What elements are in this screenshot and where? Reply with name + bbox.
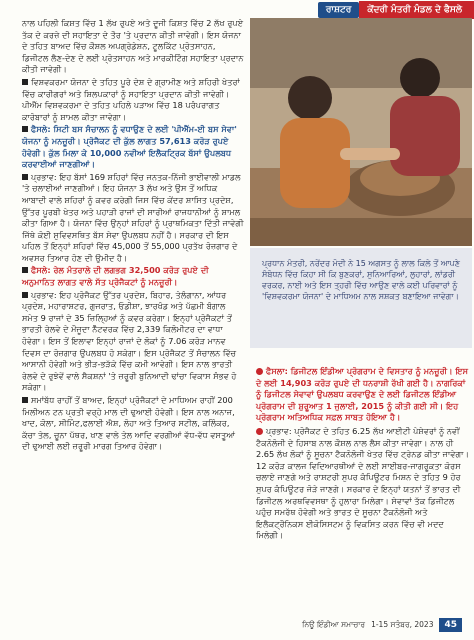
- artisan-photo: [250, 18, 472, 246]
- bullet-icon: [22, 292, 28, 298]
- bullet-icon: [22, 174, 28, 180]
- bullet-freight: ਸਮਾਂਬੱਧ ਰਾਹੀਂ ਤੋਂ ਬਾਅਦ, ਇਨ੍ਹਾਂ ਪ੍ਰੋਜੈਕਟਾਂ ਦੇ ਮਾਧਿਅਮ ਰਾਹੀਂ 200 ਮਿਲੀਅਨ ਟਨ ਪ੍ਰਤੀ ਵਰ੍ਹੇ ਮਾਲ ਦੀ ਢੁਆਈ ਹੋਵੇਗੀ। ਇਸ ਨਾਲ ਅਨਾਜ, ਖਾਦ, ਕੋਲਾ, ਸੀਮਿੰਟ,ਫਲਾਈ ਐਸ਼, ਲੋਹਾ ਅਤੇ ਤਿਆਰ ਸਟੀਲ, ਕਲਿੰਕਰ, ਕੱਚਾ ਤੇਲ, ਚੂਨਾ ਪੱਥਰ, ਖਾਣ ਵਾਲੇ ਤੇਲ ਆਦਿ ਵਰਗੀਆਂ ਵੱਧ-ਵੱਧ ਵਸਤੂਆਂ ਦੀ ਢੁਆਈ ਲਈ ਜ਼ਰੂਰੀ ਮਾਰਗ ਤਿਆਰ ਹੋਵੇਗਾ।: [22, 395, 236, 452]
- bullet-bus-impact: ਪ੍ਰਭਾਵ: ਇਹ ਬੱਸਾਂ 169 ਸ਼ਹਿਰਾਂ ਵਿੱਚ ਜਨਤਕ-ਨਿੱਜੀ ਭਾਈਵਾਲੀ ਮਾਡਲ 'ਤੇ ਚਲਾਈਆਂ ਜਾਣਗੀਆਂ। ਇਹ ਯੋਜਨਾ 3 ਲੱਖ ਅਤੇ ਉਸ ਤੋਂ ਅਧਿਕ ਆਬਾਦੀ ਵਾਲੇ ਸ਼ਹਿਰਾਂ ਨੂੰ ਕਵਰ ਕਰੇਗੀ ਜਿਸ ਵਿੱਚ ਕੇਂਦਰ ਸ਼ਾਸਿਤ ਪ੍ਰਦੇਸ਼, ਉੱਤਰ ਪੂਰਬੀ ਖੇਤਰ ਅਤੇ ਪਹਾੜੀ ਰਾਜਾਂ ਦੀ ਸਾਰੀਆਂ ਰਾਜਧਾਨੀਆਂ ਨੂੰ ਸ਼ਾਮਲ ਕੀਤਾ ਗਿਆ ਹੈ। ਯੋਜਨਾ ਵਿੱਚ ਉਨ੍ਹਾਂ ਸ਼ਹਿਰਾਂ ਨੂੰ ਪ੍ਰਾਥਮਿਕਤਾ ਦਿੱਤੀ ਜਾਵੇਗੀ ਜਿੱਥੇ ਕੋਈ ਸੁਵਿਵਸਥਿਤ ਬੱਸ ਸੇਵਾ ਉਪਲਬਧ ਨਹੀਂ ਹੈ। ਸਰਕਾਰ ਦੀ ਇਸ ਪਹਿਲ ਤੋਂ ਇਨ੍ਹਾਂ ਸ਼ਹਿਰਾਂ ਵਿੱਚ 45,000 ਤੋਂ 55,000 ਪ੍ਰਤੱਖ ਰੋਜ਼ਗਾਰ ਦੇ ਅਵਸਰ ਤਿਆਰ ਹੋਣ ਦੀ ਉਮੀਦ ਹੈ।: [22, 171, 244, 263]
- bullet-rail-decision: ਫੈਸਲੇ: ਰੇਲ ਮੰਤਰਾਲੇ ਦੀ ਲਗਭਗ 32,500 ਕਰੋੜ ਰੁਪਏ ਦੀ ਅਨੁਮਾਨਿਤ ਲਾਗਤ ਵਾਲੇ ਸੱਤ ਪ੍ਰੋਜੈਕਟਾਂ ਨੂੰ ਮਨਜ਼ੂਰੀ।: [22, 265, 209, 288]
- page-number: 45: [439, 618, 462, 632]
- bullet-icon: [256, 368, 263, 375]
- publication-name: ਨਿਊ ਇੰਡੀਆ ਸਮਾਚਾਰ: [302, 620, 366, 629]
- photo-caption: ਪ੍ਰਧਾਨ ਮੰਤਰੀ, ਨਰੇਂਦਰ ਮੋਦੀ ਨੇ 15 ਅਗਸਤ ਨੂੰ ਲਾਲ ਕਿਲੇ ਤੋਂ ਆਪਣੇ ਸੰਬੋਧਨ ਵਿੱਚ ਕਿਹਾ ਸੀ ਕਿ ਬੁਣਕਰਾਂ, ਸੁਨਿਆਰਿਆਂ, ਲੁਹਾਰਾਂ, ਲਾਂਡਰੀ ਵਰਕਰ, ਨਾਈ ਅਤੇ ਇਸ ਤ੍ਹਰੀ ਵਿੱਚ ਆਉਣ ਵਾਲੇ ਕਈ ਪਰਿਵਾਰਾਂ ਨੂੰ 'ਵਿਸ਼ਵਕਰਮਾ ਯੋਜਨਾ' ਦੇ ਮਾਧਿਅਮ ਨਾਲ ਸਸ਼ਕਤ ਬਣਾਇਆ ਜਾਵੇਗਾ।: [250, 248, 472, 348]
- bullet-rail-impact: ਪ੍ਰਭਾਵ: ਇਹ ਪ੍ਰੋਜੈਕਟ ਉੱਤਰ ਪ੍ਰਦੇਸ਼, ਬਿਹਾਰ, ਤੇਲੰਗਾਨਾ, ਆਂਧਰ ਪ੍ਰਦੇਸ਼, ਮਹਾਰਾਸ਼ਟਰ, ਗੁਜਰਾਤ, ਓਡੀਸ਼ਾ, ਝਾਰਖੰਡ ਅਤੇ ਪੱਛਮੀ ਬੰਗਾਲ ਸਮੇਤ 9 ਰਾਜਾਂ ਦੇ 35 ਜ਼ਿਲ੍ਹਿਆਂ ਨੂੰ ਕਵਰ ਕਰੇਗਾ। ਇਨ੍ਹਾਂ ਪ੍ਰੋਜੈਕਟਾਂ ਤੋਂ ਭਾਰਤੀ ਰੇਲਵੇ ਦੇ ਮੌਜੂਦਾ ਨੈੱਟਵਰਕ ਵਿੱਚ 2,339 ਕਿਲੋਮੀਟਰ ਦਾ ਵਾਧਾ ਹੋਵੇਗਾ। ਇਸ ਤੋਂ ਇਲਾਵਾ ਇਨ੍ਹਾਂ ਰਾਜਾਂ ਦੇ ਲੋਕਾਂ ਨੂੰ 7.06 ਕਰੋੜ ਮਾਨਵ ਦਿਵਸ ਦਾ ਰੋਜ਼ਗਾਰ ਉਪਲਬਧ ਹੋ ਸਕੇਗਾ। ਇਸ ਪ੍ਰੋਜੈਕਟ ਤੋਂ ਸੰਚਾਲਨ ਵਿੱਚ ਆਸਾਨੀ ਹੋਵੇਗੀ ਅਤੇ ਭੀੜ-ਭੜੱਕੇ ਵਿੱਚ ਕਮੀ ਆਵੇਗੀ। ਇਸ ਨਾਲ ਭਾਰਤੀ ਰੇਲਵੇ ਦੇ ਰੁਝੇਵੇਂ ਵਾਲੇ ਸੈਕਸ਼ਨਾਂ 'ਤੇ ਜ਼ਰੂਰੀ ਬੁਨਿਆਦੀ ਢਾਂਚਾ ਵਿਕਾਸ ਸੰਭਵ ਹੋ ਸਕੇਗਾ।: [22, 289, 237, 393]
- bullet-bus-decision: ਫੈਸਲੇ: ਸਿਟੀ ਬਸ ਸੰਚਾਲਨ ਨੂੰ ਵਧਾਉਣ ਦੇ ਲਈ 'ਪੀਐੱਮ-ਈ ਬਸ ਸੇਵਾ' ਯੋਜਨਾ ਨੂੰ ਮਨਜ਼ੂਰੀ। ਪ੍ਰੋਜੈਕਟ ਦੀ ਕੁੱਲ ਲਾਗਤ 57,613 ਕਰੋੜ ਰੁਪਏ ਹੋਵੇਗੀ। ਕੁੱਲ ਮਿਲਾ ਕੇ 10,000 ਨਵੀਆਂ ਇਲੈਕਟ੍ਰਿਕ ਬੱਸਾਂ ਉਪਲਬਧ ਕਰਵਾਈਆਂ ਜਾਣਗੀਆਂ।: [22, 124, 237, 170]
- bullet-digital-impact: ਪ੍ਰਭਾਵ: ਪ੍ਰੋਜੈਕਟ ਦੇ ਤਹਿਤ 6.25 ਲੱਖ ਆਈਟੀ ਪੇਸ਼ੇਵਰਾਂ ਨੂੰ ਨਵੀਂ ਟੈਕਨੋਲੋਜੀ ਦੇ ਹਿਸਾਬ ਨਾਲ ਕੌਸ਼ਲ ਨਾਲ ਲੈਸ ਕੀਤਾ ਜਾਵੇਗਾ। ਨਾਲ ਹੀ 2.65 ਲੱਖ ਲੋਕਾਂ ਨੂੰ ਸੂਚਨਾ ਟੈਕਨੋਲੋਜੀ ਖੇਤਰ ਵਿੱਚ ਟ੍ਰੇਨਡ ਕੀਤਾ ਜਾਵੇਗਾ। 12 ਕਰੋੜ ਕਾਲਜ ਵਿਦਿਆਰਥੀਆਂ ਦੇ ਲਈ ਸਾਈਬਰ-ਜਾਗਰੂਕਤਾ ਕੋਰਸ ਚਲਾਏ ਜਾਣਗੇ ਅਤੇ ਰਾਸ਼ਟਰੀ ਸੁਪਰ ਕੰਪਿਊਟਰ ਮਿਸ਼ਨ ਦੇ ਤਹਿਤ 9 ਹੋਰ ਸੁਪਰ ਕੰਪਿਊਟਰ ਜੋੜੇ ਜਾਣਗੇ। ਸਰਕਾਰ ਦੇ ਇਨ੍ਹਾਂ ਯਤਨਾਂ ਤੋਂ ਭਾਰਤ ਦੀ ਡਿਜੀਟਲ ਅਰਥਵਿਵਸਥਾ ਨੂੰ ਹੁਲਾਰਾ ਮਿਲੇਗਾ। ਸੇਵਾਵਾਂ ਤੱਕ ਡਿਜੀਟਲ ਪਹੁੰਚ ਸਮਰੱਥ ਹੋਵੇਗੀ ਅਤੇ ਭਾਰਤ ਦੇ ਸੂਚਨਾ ਟੈਕਨੋਲੋਜੀ ਅਤੇ ਇਲੈਕਟ੍ਰੌਨਿਕਸ ਈਕੋਸਿਸਟਮ ਨੂੰ ਵਿਕਸਿਤ ਕਰਨ ਵਿੱਚ ਵੀ ਮਦਦ ਮਿਲੇਗੀ।: [256, 425, 470, 541]
- bullet-digital-decision: ਫੈਸਲਾ: ਡਿਜੀਟਲ ਇੰਡੀਆ ਪ੍ਰੋਗਰਾਮ ਦੇ ਵਿਸਤਾਰ ਨੂੰ ਮਨਜ਼ੂਰੀ। ਇਸ ਦੇ ਲਈ 14,903 ਕਰੋੜ ਰੁਪਏ ਦੀ ਧਨਰਾਸ਼ੀ ਰੱਖੀ ਗਈ ਹੈ। ਨਾਗਰਿਕਾਂ ਨੂੰ ਡਿਜੀਟਲ ਸੇਵਾਵਾਂ ਉਪਲਬਧ ਕਰਵਾਉਣ ਦੇ ਲਈ ਡਿਜੀਟਲ ਇੰਡੀਆ ਪ੍ਰੋਗਰਾਮ ਦੀ ਸ਼ੁਰੂਆਤ 1 ਜੁਲਾਈ, 2015 ਨੂੰ ਕੀਤੀ ਗਈ ਸੀ। ਇਹ ਪ੍ਰੋਗਰਾਮ ਅਤਿਅਧਿਕ ਸਫ਼ਲ ਸਾਬਤ ਹੋਇਆ ਹੈ।: [256, 366, 469, 423]
- section-tag: ਰਾਸ਼ਟਰ: [318, 2, 360, 18]
- section-header: [318, 0, 474, 20]
- bullet-icon: [22, 397, 28, 403]
- intro-paragraph: ਨਾਲ ਪਹਿਲੀ ਕਿਸ਼ਤ ਵਿੱਚ 1 ਲੱਖ ਰੁਪਏ ਅਤੇ ਦੂਜੀ ਕਿਸ਼ਤ ਵਿੱਚ 2 ਲੱਖ ਰੁਪਏ ਤੱਕ ਦੇ ਕਰਜ਼ੇ ਦੀ ਸਹਾਇਤਾ ਦੇ ਤੌਰ 'ਤੇ ਪ੍ਰਦਾਨ ਕੀਤੀ ਜਾਵੇਗੀ। ਇਸ ਯੋਜਨਾ ਦੇ ਤਹਿਤ ਬਾਅਦ ਵਿੱਚ ਕੌਸ਼ਲ ਅਪਗ੍ਰੇਡੇਸ਼ਨ, ਟੂਲਕਿੱਟ ਪ੍ਰੋਤਸਾਹਨ, ਡਿਜੀਟਲ ਲੈਣ-ਦੇਣ ਦੇ ਲਈ ਪ੍ਰੋਤਸਾਹਨ ਅਤੇ ਮਾਰਕੀਟਿੰਗ ਸਹਾਇਤਾ ਪ੍ਰਦਾਨ ਕੀਤੀ ਜਾਵੇਗੀ।: [22, 18, 244, 75]
- right-column: [256, 366, 470, 542]
- left-column: [22, 18, 244, 454]
- bullet-icon: [22, 126, 28, 132]
- page-footer: [302, 618, 462, 632]
- artisan-illustration: [250, 18, 472, 246]
- bullet-icon: [22, 79, 28, 85]
- bullet-icon: [22, 267, 28, 273]
- bullet-vishwakarma: ਵਿਸ਼ਵਕਰਮਾ ਯੋਜਨਾ ਦੇ ਤਹਿਤ ਪੂਰੇ ਦੇਸ਼ ਦੇ ਗ੍ਰਾਮੀਣ ਅਤੇ ਸ਼ਹਿਰੀ ਖੇਤਰਾਂ ਵਿੱਚ ਕਾਰੀਗਰਾਂ ਅਤੇ ਸ਼ਿਲਪਕਾਰਾਂ ਨੂੰ ਸਹਾਇਤਾ ਪ੍ਰਦਾਨ ਕੀਤੀ ਜਾਵੇਗੀ। ਪੀਐੱਮ ਵਿਸ਼ਵਕਰਮਾ ਦੇ ਤਹਿਤ ਪਹਿਲੇ ਪੜਾਅ ਵਿੱਚ 18 ਪਰੰਪਰਾਗਤ ਕਾਰੋਬਾਰਾਂ ਨੂੰ ਸ਼ਾਮਲ ਕੀਤਾ ਜਾਵੇਗਾ।: [22, 76, 240, 122]
- section-title: ਕੇਂਦਰੀ ਮੰਤਰੀ ਮੰਡਲ ਦੇ ਫੈਸਲੇ: [359, 1, 474, 19]
- bullet-icon: [256, 428, 263, 435]
- issue-date: 1-15 ਸਤੰਬਰ, 2023: [371, 620, 434, 629]
